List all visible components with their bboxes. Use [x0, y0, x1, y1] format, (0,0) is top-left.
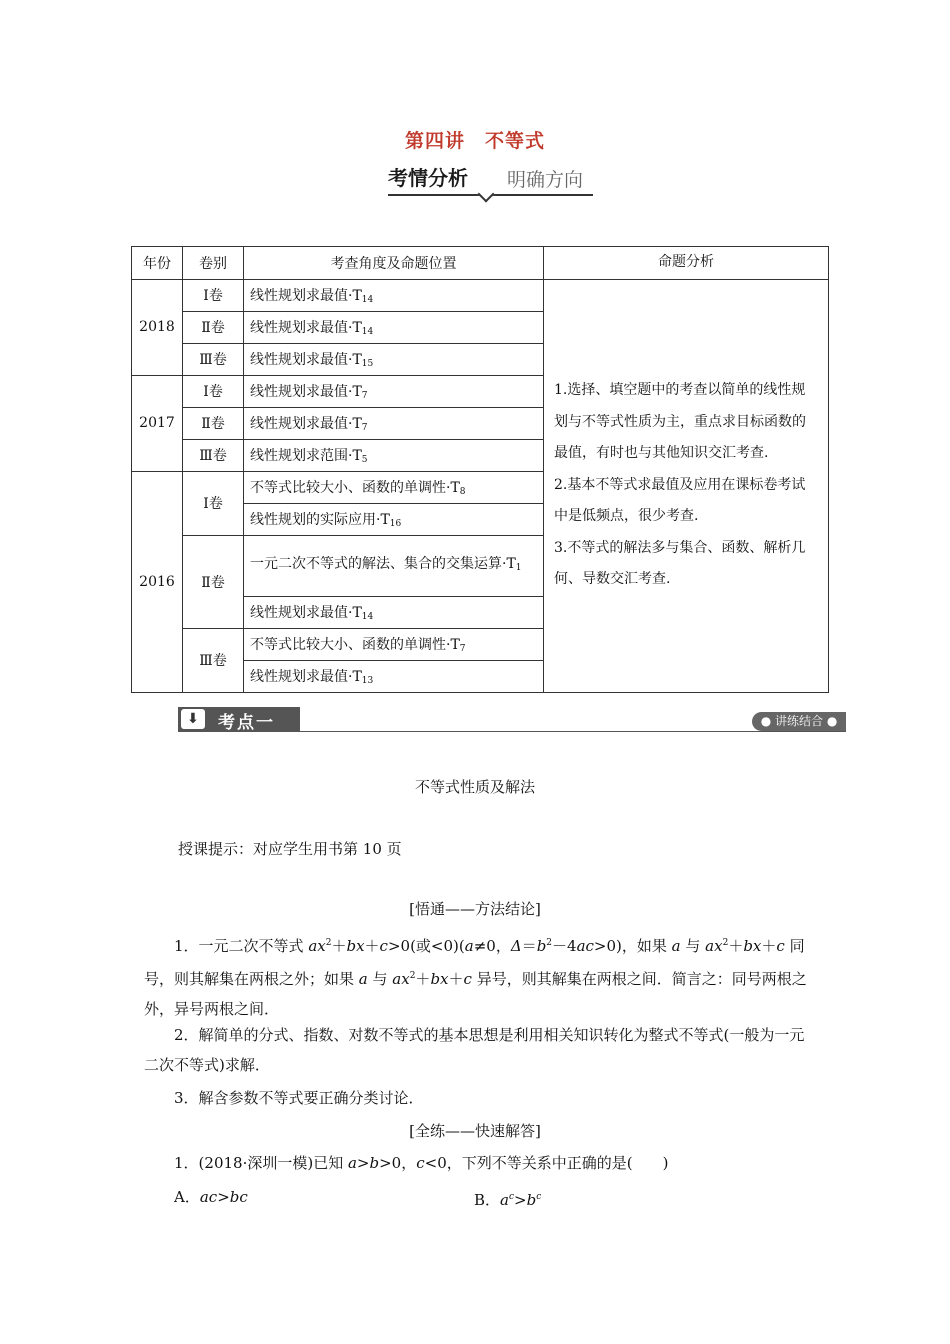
point-3: 3．解含参数不等式要正确分类讨论．	[174, 1089, 424, 1107]
topic-subscript: 7	[459, 644, 466, 654]
volume-cell: Ⅰ卷	[183, 375, 244, 407]
topic-cell	[244, 503, 544, 535]
volume-cell: Ⅱ卷	[183, 407, 244, 439]
analysis-item: 2.基本不等式求最值及应用在课标卷考试中是低频点，很少考查.	[554, 476, 806, 525]
volume-cell: Ⅰ卷	[183, 279, 244, 311]
kaodian-label: 考点一	[218, 713, 275, 733]
topic-cell	[244, 311, 544, 343]
topic-subscript: 14	[361, 612, 374, 622]
point-1-text: 异号，则其解集在两根之间．简言之：同号两根之外，异号两根之间．	[144, 970, 807, 1018]
topic-text: 线性规划求最值·T	[250, 605, 362, 621]
section-title: 不等式性质及解法	[414, 778, 535, 796]
dot-icon: ●	[823, 714, 838, 728]
analysis-item: 3.不等式的解法多与集合、函数、解析几何、导数交汇考查.	[554, 539, 806, 588]
analysis-cell	[544, 279, 829, 692]
topic-text: 线性规划求范围·T	[250, 448, 362, 464]
header-year: 年份	[132, 247, 183, 280]
topic-text: 不等式比较大小、函数的单调性·T	[250, 637, 460, 653]
question-text: ，下列不等关系中正确的是( )	[446, 1154, 669, 1172]
topic-subscript: 14	[361, 295, 374, 305]
topic-cell	[244, 375, 544, 407]
topic-subscript: 13	[361, 676, 374, 686]
practice-tag-label: 讲练结合	[774, 714, 823, 728]
topic-text: 线性规划求最值·T	[250, 384, 362, 400]
topic-text: 线性规划的实际应用·T	[250, 512, 390, 528]
topic-subscript: 15	[361, 359, 374, 369]
kaodian-divider	[178, 731, 846, 732]
volume-cell: Ⅲ卷	[183, 343, 244, 375]
topic-text: 线性规划求最值·T	[250, 416, 362, 432]
point-1-text: 1．一元二次不等式	[174, 937, 309, 955]
option-a[interactable]: A．ac>bc	[174, 1188, 248, 1206]
method-heading: [悟通——方法结论]	[409, 900, 541, 918]
question-1: 1．(2018·深圳一模)已知 a>b>0，c<0，下列不等关系中正确的是( )	[174, 1154, 669, 1172]
banner-notch-icon	[478, 186, 495, 203]
topic-cell	[244, 596, 544, 628]
volume-cell: Ⅲ卷	[183, 439, 244, 471]
point-1-text: 同号，则其解集在两根之外；如果	[144, 937, 805, 988]
topic-text: 线性规划求最值·T	[250, 352, 362, 368]
page-title: 第四讲 不等式	[404, 130, 545, 152]
point-1-text: (或<0)(	[410, 937, 465, 955]
topic-text: 线性规划求最值·T	[250, 320, 362, 336]
exam-analysis-table	[131, 246, 829, 693]
year-cell: 2017	[132, 375, 183, 471]
volume-cell: Ⅰ卷	[183, 471, 244, 535]
topic-cell	[244, 343, 544, 375]
banner-direction: 明确方向	[507, 169, 584, 191]
table-row	[132, 279, 829, 311]
topic-subscript: 14	[361, 327, 374, 337]
topic-text: 线性规划求最值·T	[250, 288, 362, 304]
point-1-text: ，如果	[621, 937, 672, 955]
topic-subscript: 16	[389, 519, 402, 529]
volume-cell: Ⅱ卷	[183, 535, 244, 628]
option-label: A．	[174, 1188, 200, 1206]
topic-subscript: 5	[361, 455, 368, 465]
topic-cell	[244, 439, 544, 471]
teaching-hint: 授课提示：对应学生用书第 10 页	[178, 840, 402, 858]
option-b[interactable]: B．$a^c>b^c$	[474, 1191, 542, 1209]
topic-text: 不等式比较大小、函数的单调性·T	[250, 480, 460, 496]
topic-cell	[244, 628, 544, 660]
practice-heading: [全练——快速解答]	[409, 1122, 541, 1140]
arrow-down-icon: ⬇	[181, 709, 205, 729]
topic-subscript: 8	[459, 487, 466, 497]
topic-cell	[244, 535, 544, 596]
question-text: 1．(2018·深圳一模)已知	[174, 1154, 348, 1172]
topic-cell	[244, 279, 544, 311]
volume-cell: Ⅱ卷	[183, 311, 244, 343]
point-2: 2．解简单的分式、指数、对数不等式的基本思想是利用相关知识转化为整式不等式(一般为一元二次不等式)求解．	[144, 1026, 805, 1074]
topic-cell	[244, 660, 544, 692]
topic-subscript: 1	[515, 562, 522, 573]
header-topic: 考查角度及命题位置	[244, 247, 544, 280]
year-cell: 2018	[132, 279, 183, 375]
header-volume: 卷别	[183, 247, 244, 280]
topic-text: 线性规划求最值·T	[250, 669, 362, 685]
option-label: B．	[474, 1191, 501, 1209]
analysis-item: 1.选择、填空题中的考查以简单的线性规划与不等式性质为主，重点求目标函数的最值，有时也与其他知识交汇考查.	[554, 382, 806, 462]
topic-subscript: 7	[361, 391, 368, 401]
topic-subscript: 7	[361, 423, 368, 433]
volume-cell: Ⅲ卷	[183, 628, 244, 692]
point-1: 1．一元二次不等式 $ax^2+bx+c>0$(或<0)(a≠0，$\Delta=b^2-4ac>0$)，如果 a 与 $ax^2+bx+c$ 同号，则其解集在两根之外；如果 a 与 $ax^2+bx+c$ 异号，则其解集在两根之间．简言之：同号两根之外，异号两根之间．	[144, 937, 807, 1018]
year-cell: 2016	[132, 471, 183, 692]
header-analysis: 命题分析	[544, 247, 829, 280]
banner-analysis: 考情分析	[388, 166, 468, 190]
table-header-row	[132, 247, 829, 280]
topic-text: 一元二次不等式的解法、集合的交集运算·T	[250, 555, 516, 572]
practice-tag	[752, 712, 846, 731]
dot-icon: ●	[760, 714, 775, 728]
topic-cell	[244, 407, 544, 439]
topic-cell	[244, 471, 544, 503]
